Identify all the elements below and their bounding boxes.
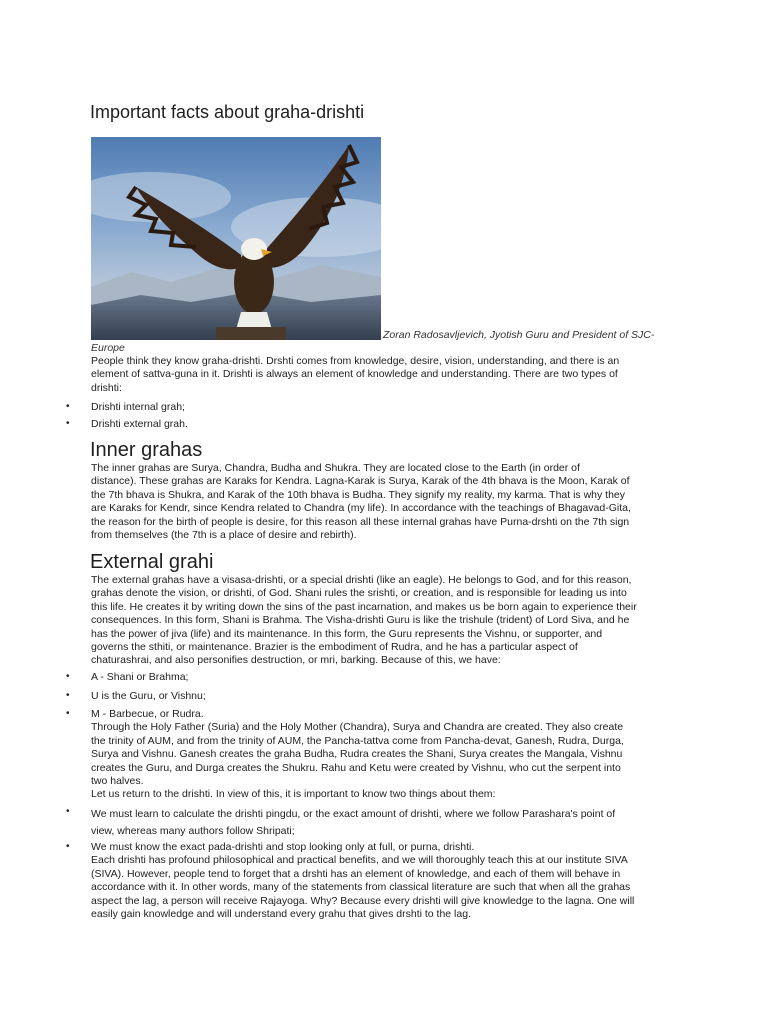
list-item: U is the Guru, or Vishnu; [91,690,206,702]
bullet-icon: • [66,708,70,719]
list-item [91,708,681,802]
text-line: from themselves (the 7th is a place of desire and rebirth). [91,529,357,542]
text-line: are Karaks for Kendr, since Kendra related to Chandra (my life). In accordance with the teachings of Bhagavad-Gita, [91,502,631,515]
text-line: Each drishti has profound philosophical and practical benefits, and we will thoroughly teach this at our institute SIVA [91,854,628,867]
text-line: governs the sthiti, or maintenance. Brazier is the embodiment of Rudra, and he has a particular aspect of [91,641,578,654]
text-line: People think they know graha-drishti. Drshti comes from knowledge, desire, vision, understanding, and there is an [91,355,620,367]
text-line: the 7th bhava is Shukra, and Karak of the 10th bhava is Budha. They signify my reality, my karma. That is why they [91,488,626,501]
text-line: (SIVA). However, people tend to forget that a drshti has an element of knowledge, and each of them will behave in [91,867,621,880]
section-heading-external-grahi: External grahi [90,551,214,573]
bullet-icon: • [66,806,70,817]
text-line: the reason for the birth of people is desire, for this reason all these internal grahas have Purna-drshti on the 7th sign [91,515,630,528]
inner-grahas-paragraph [91,462,681,542]
text-line: chaturashrai, and also personifies destruction, or mri, barking. Because of this, we have: [91,654,501,667]
text-line: M - Barbecue, or Rudra. [91,708,204,720]
section-heading-inner-grahas: Inner grahas [90,439,203,461]
bullet-icon: • [66,671,70,682]
text-line: drishti: [91,381,122,394]
text-line: Through the Holy Father (Suria) and the Holy Mother (Chandra), Surya and Chandra are created. They also create [91,721,624,734]
bullet-icon: • [66,418,70,429]
text-line: two halves. [91,775,144,788]
text-line: accordance with it. In other words, many of the statements from classical literature are such that when all the grahas [91,881,631,894]
text-line: element of sattva-guna in it. Drishti is always an element of knowledge and understanding. There are two types of [91,368,618,381]
text-line: this life. He creates it by writing down the sins of the past incarnation, and makes us be born again to experience their [91,600,637,613]
text-line: consequences. In this form, Shani is Brahma. The Visha-drishti Guru is like the trishule (trident) of Lord Siva, and he [91,614,630,627]
list-item [91,806,681,840]
text-line: Let us return to the drishti. In view of this, it is important to know two things about them: [91,788,496,801]
text-line: distance). These grahas are Karaks for Kendra. Lagna-Karak is Surya, Karak of the 4th bhava is the Moon, Karak of [91,475,630,488]
text-line: Surya and Vishnu. Ganesh creates the graha Budha, Rudra creates the Shani, Surya creates the Mangala, Vishnu [91,748,623,761]
text-line: The external grahas have a visasa-drishti, or a special drishti (like an eagle). He belongs to God, and for this reason, [91,574,632,586]
text-line: has the power of jiva (life) and its maintenance. In this form, the Guru represents the Vishnu, or supporter, and [91,627,603,640]
list-item [91,841,681,921]
image-caption-continued: Europe [91,342,125,354]
text-line: grahas denote the vision, or drishti, of God. Shani rules the srishti, or creation, and is responsible for leading us into [91,587,627,600]
image-caption: Zoran Radosavljevich, Jyotish Guru and President of SJC- [383,329,655,341]
bullet-icon: • [66,841,70,852]
page-title: Important facts about graha-drishti [90,102,365,122]
text-line: creates the Guru, and Durga creates the Shukru. Rahu and Ketu were created by Vishnu, who cut the serpent into [91,761,621,774]
list-item: Drishti external grah. [91,418,188,430]
text-line: We must learn to calculate the drishti pingdu, or the exact amount of drishti, where we follow Parashara's point of [91,808,616,820]
list-item: Drishti internal grah; [91,401,185,413]
bullet-icon: • [66,690,70,701]
text-line: aspect the lag, a person will receive Rajayoga. Why? Because every drishti will give knowledge to the lagna. One will [91,894,635,907]
text-line: view, whereas many authors follow Shripati; [91,825,295,837]
text-line: We must know the exact pada-drishti and stop looking only at full, or purna, drishti. [91,841,475,853]
text-line: the trinity of AUM, and from the trinity of AUM, the Pancha-tattva come from Pancha-devat, Ganesh, Rudra, Durga, [91,734,624,747]
text-line: easily gain knowledge and will understand every grahu that gives drshti to the lag. [91,908,471,921]
bullet-icon: • [66,401,70,412]
intro-paragraph [91,355,681,395]
external-grahi-paragraph [91,574,681,668]
text-line: The inner grahas are Surya, Chandra, Budha and Shukra. They are located close to the Earth (in order of [91,462,580,474]
list-item: A - Shani or Brahma; [91,671,189,683]
eagle-photo [91,137,381,340]
